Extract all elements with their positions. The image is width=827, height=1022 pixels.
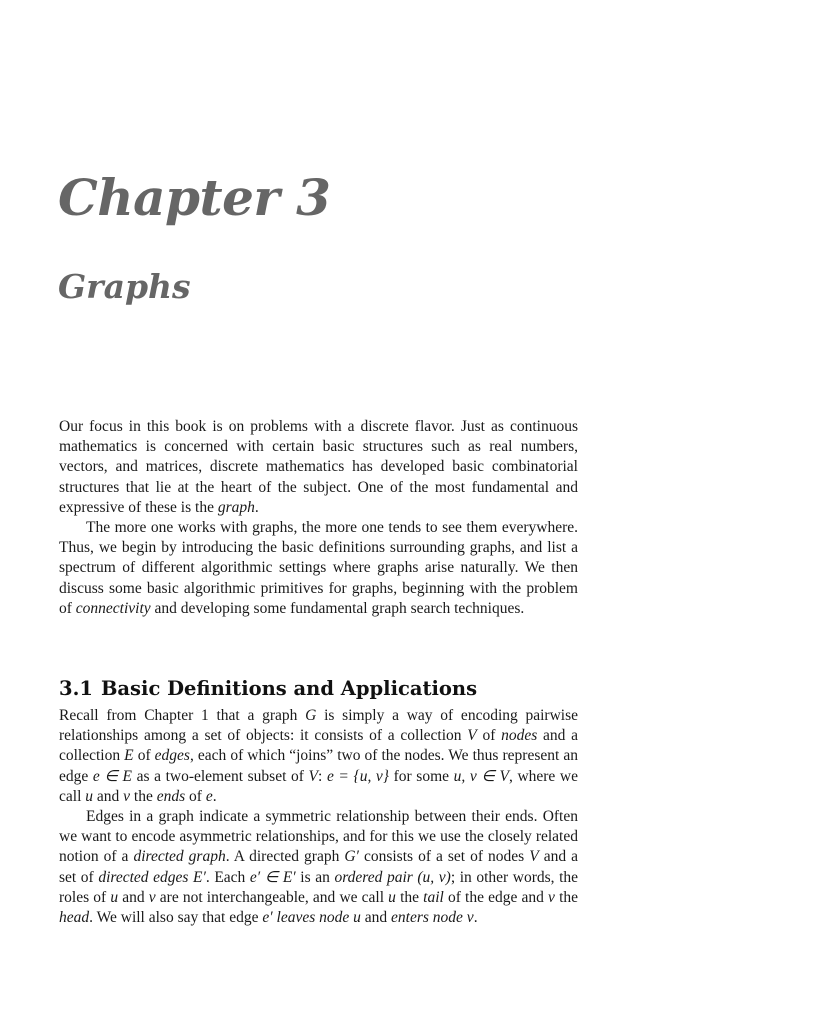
section-heading bbox=[59, 676, 477, 702]
term-connectivity: connectivity bbox=[75, 599, 151, 617]
intro-paragraph-1: Our focus in this book is on problems with a discrete flavor. Just as continuous mathematics is concerned with certain basic structures such as real numbers, vectors, and matrices, discrete mathematics has developed basic combinatorial structures that lie at the heart of the subject. One of the most fundamental and expressive of these is the graph. bbox=[59, 418, 578, 516]
intro-paragraph-2: The more one works with graphs, the more one tends to see them everywhere. Thus, we begin by introducing the basic definitions surrounding graphs, and list a spectrum of different algorithmic settings where graphs arise naturally. We then discuss some basic algorithmic primitives for graphs, beginning with the problem of connectivity and developing some fundamental graph search techniques. bbox=[59, 519, 578, 617]
section-title: Basic Definitions and Applications bbox=[100, 677, 478, 700]
chapter-label: Chapter 3 bbox=[58, 168, 331, 227]
section-paragraph-2: Edges in a graph indicate a symmetric relationship between their ends. Often we want to encode asymmetric relationships, and for this we use the closely related notion of a directed graph. A directed graph G′ consists of a set of nodes V and a set of directed edges E′. Each e′ ∈ E′ is an ordered pair (u, v); in other words, the roles of u and v are not interchangeable, and we call u the tail of the edge and v the head. We will also say that edge e′ leaves node u and enters node v. bbox=[59, 808, 579, 927]
term-graph: graph bbox=[217, 498, 255, 516]
chapter-title: Graphs bbox=[58, 267, 191, 306]
chapter-intro bbox=[59, 417, 578, 619]
section-body bbox=[59, 706, 578, 928]
section-number: 3.1 bbox=[59, 677, 93, 700]
section-paragraph-1: Recall from Chapter 1 that a graph G is simply a way of encoding pairwise relationships among a set of objects: it consists of a collection V of nodes and a collection E of edges, each of which “joins” two of the nodes. We thus represent an edge e ∈ E as a two-element subset of V: e = {u, v} for some u, v ∈ V, where we call u and v the ends of e. bbox=[59, 707, 579, 805]
